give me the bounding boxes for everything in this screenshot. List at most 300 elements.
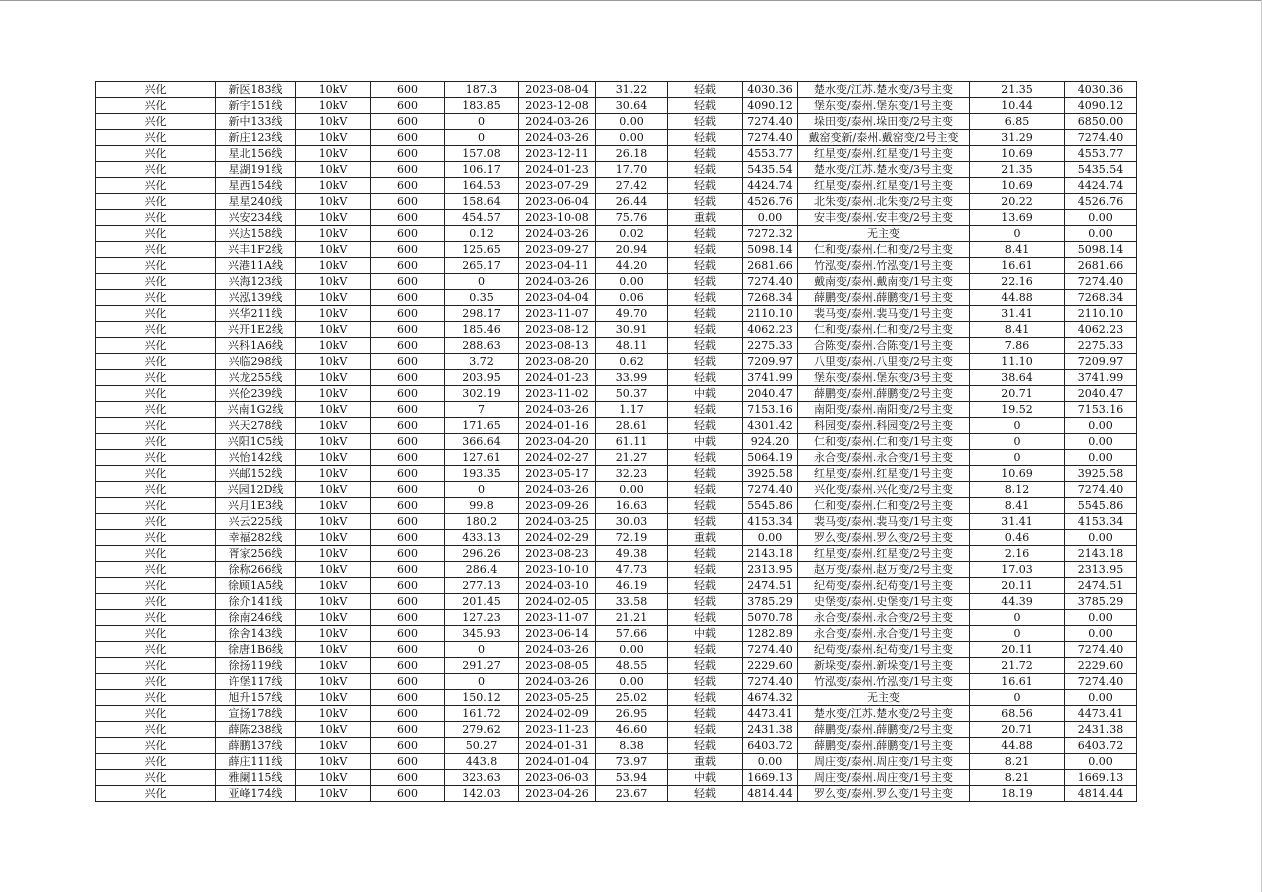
transformer-cell: 垛田变/泰州.垛田变/2号主变 (798, 114, 970, 130)
transformer-cell: 裴马变/泰州.裴马变/1号主变 (798, 514, 970, 530)
transformer-load-cell: 6.85 (970, 114, 1065, 130)
date-cell: 2023-06-04 (519, 194, 596, 210)
voltage-cell: 10kV (296, 562, 371, 578)
capacity-cell: 600 (371, 626, 445, 642)
adjusted-capacity-cell: 0.00 (1065, 626, 1137, 642)
load-level-cell: 轻载 (668, 690, 743, 706)
table-row (96, 466, 1137, 482)
load-cell: 201.45 (445, 594, 519, 610)
transformer-load-cell: 20.11 (970, 578, 1065, 594)
region-cell: 兴化 (96, 114, 216, 130)
region-cell: 兴化 (96, 386, 216, 402)
load-level-cell: 轻载 (668, 738, 743, 754)
line-name-cell: 兴安234线 (216, 210, 296, 226)
transformer-cell: 安丰变/泰州.安丰变/2号主变 (798, 210, 970, 226)
line-name-cell: 徐舍143线 (216, 626, 296, 642)
voltage-cell: 10kV (296, 514, 371, 530)
transformer-cell: 合陈变/泰州.合陈变/1号主变 (798, 338, 970, 354)
voltage-cell: 10kV (296, 578, 371, 594)
region-cell: 兴化 (96, 482, 216, 498)
date-cell: 2024-02-29 (519, 530, 596, 546)
transformer-load-cell: 19.52 (970, 402, 1065, 418)
capacity-cell: 600 (371, 690, 445, 706)
available-capacity-cell: 5064.19 (743, 450, 798, 466)
table-row (96, 530, 1137, 546)
line-name-cell: 兴南1G2线 (216, 402, 296, 418)
available-capacity-cell: 7274.40 (743, 130, 798, 146)
load-cell: 142.03 (445, 786, 519, 802)
load-cell: 164.53 (445, 178, 519, 194)
transformer-cell: 薛鹏变/泰州.薛鹏变/2号主变 (798, 386, 970, 402)
capacity-cell: 600 (371, 434, 445, 450)
transformer-load-cell: 8.21 (970, 770, 1065, 786)
table-row (96, 498, 1137, 514)
line-name-cell: 新宇151线 (216, 98, 296, 114)
region-cell: 兴化 (96, 210, 216, 226)
line-name-cell: 兴月1E3线 (216, 498, 296, 514)
load-rate-cell: 48.11 (596, 338, 668, 354)
available-capacity-cell: 2040.47 (743, 386, 798, 402)
transformer-cell: 红星变/泰州.红星变/1号主变 (798, 178, 970, 194)
region-cell: 兴化 (96, 98, 216, 114)
load-cell: 187.3 (445, 82, 519, 98)
table-row (96, 242, 1137, 258)
transformer-cell: 戴南变/泰州.戴南变/1号主变 (798, 274, 970, 290)
adjusted-capacity-cell: 7274.40 (1065, 482, 1137, 498)
transformer-cell: 仁和变/泰州.仁和变/2号主变 (798, 322, 970, 338)
voltage-cell: 10kV (296, 226, 371, 242)
capacity-cell: 600 (371, 546, 445, 562)
transformer-cell: 永合变/泰州.永合变/1号主变 (798, 626, 970, 642)
load-cell: 302.19 (445, 386, 519, 402)
voltage-cell: 10kV (296, 114, 371, 130)
table-row (96, 610, 1137, 626)
region-cell: 兴化 (96, 370, 216, 386)
date-cell: 2024-02-05 (519, 594, 596, 610)
adjusted-capacity-cell: 2431.38 (1065, 722, 1137, 738)
region-cell: 兴化 (96, 642, 216, 658)
capacity-cell: 600 (371, 226, 445, 242)
load-cell: 127.61 (445, 450, 519, 466)
load-level-cell: 轻载 (668, 450, 743, 466)
table-row (96, 114, 1137, 130)
transformer-cell: 罗么变/泰州.罗么变/1号主变 (798, 786, 970, 802)
load-rate-cell: 30.64 (596, 98, 668, 114)
voltage-cell: 10kV (296, 290, 371, 306)
transformer-load-cell: 2.16 (970, 546, 1065, 562)
load-level-cell: 轻载 (668, 514, 743, 530)
date-cell: 2023-08-04 (519, 82, 596, 98)
capacity-cell: 600 (371, 738, 445, 754)
line-name-cell: 星北156线 (216, 146, 296, 162)
adjusted-capacity-cell: 4814.44 (1065, 786, 1137, 802)
transformer-load-cell: 16.61 (970, 258, 1065, 274)
table-row (96, 674, 1137, 690)
table-row (96, 130, 1137, 146)
voltage-cell: 10kV (296, 242, 371, 258)
load-rate-cell: 0.06 (596, 290, 668, 306)
load-cell: 0.12 (445, 226, 519, 242)
transformer-load-cell: 0 (970, 450, 1065, 466)
table-row (96, 226, 1137, 242)
load-rate-cell: 73.97 (596, 754, 668, 770)
capacity-cell: 600 (371, 642, 445, 658)
load-level-cell: 轻载 (668, 482, 743, 498)
load-level-cell: 轻载 (668, 98, 743, 114)
line-name-cell: 兴海123线 (216, 274, 296, 290)
load-cell: 298.17 (445, 306, 519, 322)
available-capacity-cell: 4674.32 (743, 690, 798, 706)
adjusted-capacity-cell: 0.00 (1065, 690, 1137, 706)
voltage-cell: 10kV (296, 98, 371, 114)
transformer-load-cell: 16.61 (970, 674, 1065, 690)
available-capacity-cell: 0.00 (743, 210, 798, 226)
transformer-cell: 红星变/泰州.红星变/1号主变 (798, 146, 970, 162)
adjusted-capacity-cell: 7274.40 (1065, 674, 1137, 690)
table-row (96, 706, 1137, 722)
available-capacity-cell: 2313.95 (743, 562, 798, 578)
adjusted-capacity-cell: 4553.77 (1065, 146, 1137, 162)
date-cell: 2023-09-27 (519, 242, 596, 258)
table-row (96, 546, 1137, 562)
load-rate-cell: 0.00 (596, 482, 668, 498)
capacity-cell: 600 (371, 338, 445, 354)
capacity-cell: 600 (371, 210, 445, 226)
region-cell: 兴化 (96, 450, 216, 466)
transformer-cell: 薛鹏变/泰州.薛鹏变/1号主变 (798, 738, 970, 754)
table-row (96, 626, 1137, 642)
adjusted-capacity-cell: 2229.60 (1065, 658, 1137, 674)
date-cell: 2024-03-26 (519, 274, 596, 290)
load-level-cell: 轻载 (668, 466, 743, 482)
load-level-cell: 轻载 (668, 162, 743, 178)
transformer-cell: 楚水变/江苏.楚水变/2号主变 (798, 706, 970, 722)
available-capacity-cell: 7268.34 (743, 290, 798, 306)
capacity-cell: 600 (371, 674, 445, 690)
load-cell: 106.17 (445, 162, 519, 178)
adjusted-capacity-cell: 4153.34 (1065, 514, 1137, 530)
available-capacity-cell: 5435.54 (743, 162, 798, 178)
adjusted-capacity-cell: 4062.23 (1065, 322, 1137, 338)
voltage-cell: 10kV (296, 610, 371, 626)
table-row (96, 386, 1137, 402)
transformer-cell: 永合变/泰州.永合变/1号主变 (798, 450, 970, 466)
load-rate-cell: 49.70 (596, 306, 668, 322)
adjusted-capacity-cell: 5545.86 (1065, 498, 1137, 514)
transformer-load-cell: 0 (970, 226, 1065, 242)
voltage-cell: 10kV (296, 642, 371, 658)
date-cell: 2023-08-12 (519, 322, 596, 338)
load-level-cell: 轻载 (668, 194, 743, 210)
table-row (96, 514, 1137, 530)
transformer-load-cell: 20.22 (970, 194, 1065, 210)
adjusted-capacity-cell: 4090.12 (1065, 98, 1137, 114)
table-row (96, 210, 1137, 226)
region-cell: 兴化 (96, 162, 216, 178)
load-level-cell: 轻载 (668, 274, 743, 290)
table-row (96, 434, 1137, 450)
line-name-cell: 徐介141线 (216, 594, 296, 610)
transformer-load-cell: 8.21 (970, 754, 1065, 770)
table-row (96, 194, 1137, 210)
voltage-cell: 10kV (296, 322, 371, 338)
transformer-load-cell: 0.46 (970, 530, 1065, 546)
adjusted-capacity-cell: 7153.16 (1065, 402, 1137, 418)
capacity-cell: 600 (371, 706, 445, 722)
table-row (96, 690, 1137, 706)
load-cell: 345.93 (445, 626, 519, 642)
load-level-cell: 轻载 (668, 498, 743, 514)
date-cell: 2023-11-23 (519, 722, 596, 738)
region-cell: 兴化 (96, 434, 216, 450)
date-cell: 2024-03-10 (519, 578, 596, 594)
line-name-cell: 宣扬178线 (216, 706, 296, 722)
adjusted-capacity-cell: 7274.40 (1065, 642, 1137, 658)
load-rate-cell: 30.03 (596, 514, 668, 530)
available-capacity-cell: 1669.13 (743, 770, 798, 786)
line-name-cell: 兴泓139线 (216, 290, 296, 306)
load-rate-cell: 20.94 (596, 242, 668, 258)
available-capacity-cell: 1282.89 (743, 626, 798, 642)
adjusted-capacity-cell: 7268.34 (1065, 290, 1137, 306)
available-capacity-cell: 6403.72 (743, 738, 798, 754)
load-rate-cell: 57.66 (596, 626, 668, 642)
transformer-load-cell: 18.19 (970, 786, 1065, 802)
adjusted-capacity-cell: 4473.41 (1065, 706, 1137, 722)
date-cell: 2024-02-27 (519, 450, 596, 466)
table-row (96, 754, 1137, 770)
adjusted-capacity-cell: 0.00 (1065, 450, 1137, 466)
line-name-cell: 兴港11A线 (216, 258, 296, 274)
available-capacity-cell: 4424.74 (743, 178, 798, 194)
adjusted-capacity-cell: 3741.99 (1065, 370, 1137, 386)
line-name-cell: 兴科1A6线 (216, 338, 296, 354)
transformer-load-cell: 0 (970, 610, 1065, 626)
capacity-cell: 600 (371, 754, 445, 770)
load-level-cell: 轻载 (668, 786, 743, 802)
transformer-load-cell: 22.16 (970, 274, 1065, 290)
available-capacity-cell: 7272.32 (743, 226, 798, 242)
transformer-load-cell: 10.69 (970, 466, 1065, 482)
load-cell: 0.35 (445, 290, 519, 306)
table-row (96, 786, 1137, 802)
capacity-cell: 600 (371, 658, 445, 674)
load-cell: 0 (445, 642, 519, 658)
adjusted-capacity-cell: 0.00 (1065, 610, 1137, 626)
region-cell: 兴化 (96, 530, 216, 546)
load-cell: 185.46 (445, 322, 519, 338)
adjusted-capacity-cell: 7274.40 (1065, 130, 1137, 146)
date-cell: 2023-08-05 (519, 658, 596, 674)
load-rate-cell: 26.18 (596, 146, 668, 162)
table-row (96, 482, 1137, 498)
voltage-cell: 10kV (296, 482, 371, 498)
transformer-cell: 周庄变/泰州.周庄变/1号主变 (798, 770, 970, 786)
line-name-cell: 新医183线 (216, 82, 296, 98)
region-cell: 兴化 (96, 290, 216, 306)
date-cell: 2024-03-26 (519, 114, 596, 130)
voltage-cell: 10kV (296, 706, 371, 722)
adjusted-capacity-cell: 2681.66 (1065, 258, 1137, 274)
transformer-load-cell: 17.03 (970, 562, 1065, 578)
line-name-cell: 兴临298线 (216, 354, 296, 370)
available-capacity-cell: 0.00 (743, 530, 798, 546)
available-capacity-cell: 4301.42 (743, 418, 798, 434)
transformer-load-cell: 21.72 (970, 658, 1065, 674)
transformer-cell: 永合变/泰州.永合变/2号主变 (798, 610, 970, 626)
adjusted-capacity-cell: 6403.72 (1065, 738, 1137, 754)
table-row (96, 722, 1137, 738)
adjusted-capacity-cell: 6850.00 (1065, 114, 1137, 130)
date-cell: 2023-07-29 (519, 178, 596, 194)
load-rate-cell: 32.23 (596, 466, 668, 482)
region-cell: 兴化 (96, 146, 216, 162)
load-rate-cell: 50.37 (596, 386, 668, 402)
transformer-load-cell: 21.35 (970, 162, 1065, 178)
load-level-cell: 轻载 (668, 226, 743, 242)
date-cell: 2023-08-13 (519, 338, 596, 354)
load-cell: 157.08 (445, 146, 519, 162)
capacity-cell: 600 (371, 146, 445, 162)
transformer-load-cell: 44.88 (970, 738, 1065, 754)
region-cell: 兴化 (96, 418, 216, 434)
transformer-load-cell: 68.56 (970, 706, 1065, 722)
load-level-cell: 轻载 (668, 82, 743, 98)
load-rate-cell: 33.99 (596, 370, 668, 386)
load-rate-cell: 25.02 (596, 690, 668, 706)
available-capacity-cell: 4526.76 (743, 194, 798, 210)
line-name-cell: 兴伦239线 (216, 386, 296, 402)
load-level-cell: 轻载 (668, 178, 743, 194)
available-capacity-cell: 2143.18 (743, 546, 798, 562)
load-cell: 183.85 (445, 98, 519, 114)
load-cell: 433.13 (445, 530, 519, 546)
capacity-cell: 600 (371, 482, 445, 498)
region-cell: 兴化 (96, 706, 216, 722)
transformer-load-cell: 8.41 (970, 498, 1065, 514)
line-name-cell: 旭升157线 (216, 690, 296, 706)
transformer-cell: 赵万变/泰州.赵万变/2号主变 (798, 562, 970, 578)
region-cell: 兴化 (96, 562, 216, 578)
capacity-cell: 600 (371, 562, 445, 578)
date-cell: 2024-01-23 (519, 370, 596, 386)
transformer-load-cell: 7.86 (970, 338, 1065, 354)
date-cell: 2023-04-11 (519, 258, 596, 274)
voltage-cell: 10kV (296, 690, 371, 706)
voltage-cell: 10kV (296, 722, 371, 738)
transformer-load-cell: 8.12 (970, 482, 1065, 498)
table-row (96, 370, 1137, 386)
load-rate-cell: 23.67 (596, 786, 668, 802)
voltage-cell: 10kV (296, 466, 371, 482)
load-cell: 265.17 (445, 258, 519, 274)
adjusted-capacity-cell: 4030.36 (1065, 82, 1137, 98)
adjusted-capacity-cell: 5098.14 (1065, 242, 1137, 258)
voltage-cell: 10kV (296, 530, 371, 546)
load-rate-cell: 8.38 (596, 738, 668, 754)
voltage-cell: 10kV (296, 418, 371, 434)
available-capacity-cell: 924.20 (743, 434, 798, 450)
transformer-cell: 戴窑变新/泰州.戴窑变/2号主变 (798, 130, 970, 146)
load-cell: 99.8 (445, 498, 519, 514)
date-cell: 2023-09-26 (519, 498, 596, 514)
date-cell: 2023-12-11 (519, 146, 596, 162)
transformer-load-cell: 10.69 (970, 178, 1065, 194)
date-cell: 2023-11-02 (519, 386, 596, 402)
load-level-cell: 轻载 (668, 146, 743, 162)
table-row (96, 562, 1137, 578)
available-capacity-cell: 7274.40 (743, 642, 798, 658)
transformer-load-cell: 0 (970, 418, 1065, 434)
date-cell: 2024-01-04 (519, 754, 596, 770)
available-capacity-cell: 2474.51 (743, 578, 798, 594)
transformer-cell: 竹泓变/泰州.竹泓变/1号主变 (798, 674, 970, 690)
available-capacity-cell: 2431.38 (743, 722, 798, 738)
table-row (96, 258, 1137, 274)
region-cell: 兴化 (96, 226, 216, 242)
load-rate-cell: 75.76 (596, 210, 668, 226)
transformer-cell: 纪苟变/泰州.纪苟变/1号主变 (798, 578, 970, 594)
adjusted-capacity-cell: 2474.51 (1065, 578, 1137, 594)
load-rate-cell: 21.21 (596, 610, 668, 626)
capacity-cell: 600 (371, 722, 445, 738)
voltage-cell: 10kV (296, 194, 371, 210)
load-cell: 296.26 (445, 546, 519, 562)
load-rate-cell: 21.27 (596, 450, 668, 466)
capacity-cell: 600 (371, 402, 445, 418)
date-cell: 2023-08-20 (519, 354, 596, 370)
page-top-border (0, 0, 1262, 1)
load-rate-cell: 33.58 (596, 594, 668, 610)
load-level-cell: 轻载 (668, 418, 743, 434)
transformer-load-cell: 13.69 (970, 210, 1065, 226)
capacity-cell: 600 (371, 594, 445, 610)
load-cell: 127.23 (445, 610, 519, 626)
load-cell: 366.64 (445, 434, 519, 450)
date-cell: 2024-03-26 (519, 482, 596, 498)
available-capacity-cell: 4153.34 (743, 514, 798, 530)
load-rate-cell: 0.62 (596, 354, 668, 370)
available-capacity-cell: 7274.40 (743, 674, 798, 690)
transformer-load-cell: 20.71 (970, 722, 1065, 738)
voltage-cell: 10kV (296, 738, 371, 754)
feeder-load-table (95, 81, 1137, 802)
load-cell: 0 (445, 482, 519, 498)
capacity-cell: 600 (371, 258, 445, 274)
load-rate-cell: 72.19 (596, 530, 668, 546)
adjusted-capacity-cell: 0.00 (1065, 226, 1137, 242)
transformer-load-cell: 11.10 (970, 354, 1065, 370)
adjusted-capacity-cell: 0.00 (1065, 434, 1137, 450)
load-rate-cell: 46.19 (596, 578, 668, 594)
load-cell: 443.8 (445, 754, 519, 770)
load-level-cell: 轻载 (668, 306, 743, 322)
transformer-load-cell: 21.35 (970, 82, 1065, 98)
line-name-cell: 徐唐1B6线 (216, 642, 296, 658)
line-name-cell: 兴云225线 (216, 514, 296, 530)
table-row (96, 402, 1137, 418)
load-level-cell: 轻载 (668, 290, 743, 306)
available-capacity-cell: 7209.97 (743, 354, 798, 370)
date-cell: 2024-03-26 (519, 226, 596, 242)
transformer-load-cell: 31.29 (970, 130, 1065, 146)
transformer-cell: 北朱变/泰州.北朱变/2号主变 (798, 194, 970, 210)
region-cell: 兴化 (96, 242, 216, 258)
capacity-cell: 600 (371, 610, 445, 626)
line-name-cell: 幸福282线 (216, 530, 296, 546)
adjusted-capacity-cell: 0.00 (1065, 418, 1137, 434)
table-row (96, 162, 1137, 178)
